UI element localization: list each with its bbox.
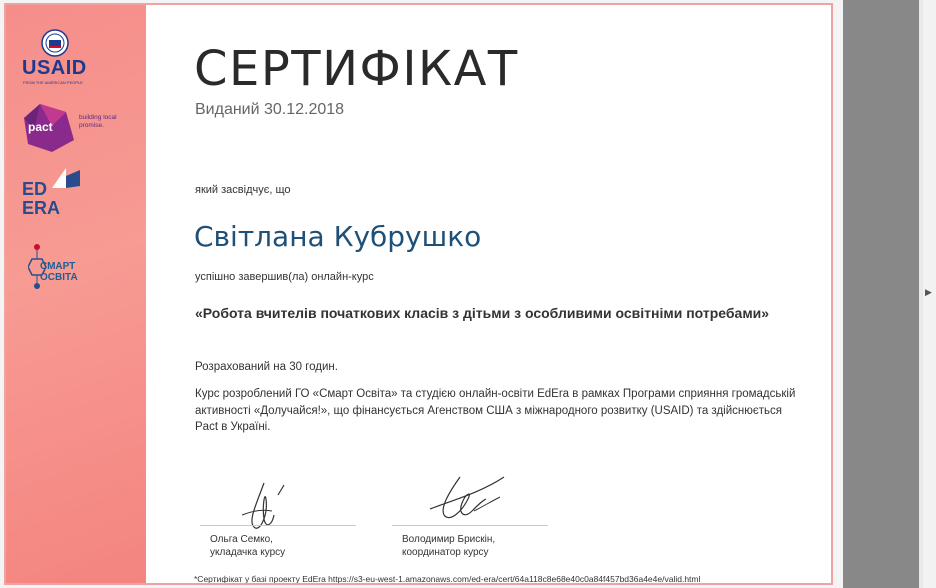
certifies-text: який засвідчує, що bbox=[195, 184, 291, 196]
smart-word-top: СМАРТ bbox=[40, 261, 76, 272]
signatory-2-name: Володимир Брискін, bbox=[402, 534, 496, 545]
usaid-seal-icon bbox=[41, 29, 69, 57]
recipient-name: Світлана Кубрушко bbox=[194, 220, 482, 253]
pact-tagline: building local promise. bbox=[79, 114, 117, 129]
signatory-1 bbox=[210, 533, 285, 559]
logo-sidebar bbox=[6, 5, 146, 583]
pact-wordmark: pact bbox=[28, 120, 53, 134]
signature-2-image bbox=[420, 471, 510, 531]
signatory-1-name: Ольга Семко, bbox=[210, 534, 273, 545]
usaid-tagline: FROM THE AMERICAN PEOPLE bbox=[23, 80, 83, 85]
scroll-right-arrow-icon[interactable]: ▶ bbox=[925, 287, 932, 297]
signature-1-image bbox=[234, 475, 304, 537]
edera-word-bottom: ERA bbox=[22, 198, 61, 218]
edera-wordmark bbox=[22, 180, 62, 218]
signature-1-line bbox=[200, 525, 356, 526]
scrollbar-area[interactable] bbox=[843, 0, 936, 588]
signatory-1-role: укладачка курсу bbox=[210, 547, 286, 558]
completion-text: успішно завершив(ла) онлайн-курс bbox=[195, 271, 374, 283]
certificate-title: СЕРТИФІКАТ bbox=[194, 41, 519, 97]
signature-2-line bbox=[392, 525, 548, 526]
signatory-2-role: координатор курсу bbox=[402, 547, 489, 558]
smart-osvita-wordmark bbox=[40, 261, 78, 283]
signatory-2 bbox=[402, 533, 495, 559]
course-hours: Розрахований на 30 годин. bbox=[195, 361, 338, 373]
scrollbar-track[interactable] bbox=[843, 0, 919, 588]
course-title: «Робота вчителів початкових класів з дітьми з особливими освітніми потребами» bbox=[195, 305, 770, 321]
certificate bbox=[4, 3, 833, 585]
edera-word-top: ED bbox=[22, 179, 48, 199]
usaid-wordmark: USAID bbox=[22, 57, 87, 79]
smart-word-bottom: ОСВІТА bbox=[40, 272, 78, 283]
verification-footnote: *Сертифікат у базі проекту EdEra https://s3-eu-west-1.amazonaws.com/ed-era/cert/64a118c8e68e40c0a84f457bd36a4e4e/valid.html bbox=[194, 574, 701, 584]
issue-date: Виданий 30.12.2018 bbox=[195, 101, 345, 118]
course-description: Курс розроблений ГО «Смарт Освіта» та студією онлайн-освіти EdEra в рамках Програми сприяння громадській активності «Долучайся!», що фінансується Агенством США з міжнародного розвитку (USAID) та здійснюється Pact в Україні. bbox=[195, 388, 796, 433]
